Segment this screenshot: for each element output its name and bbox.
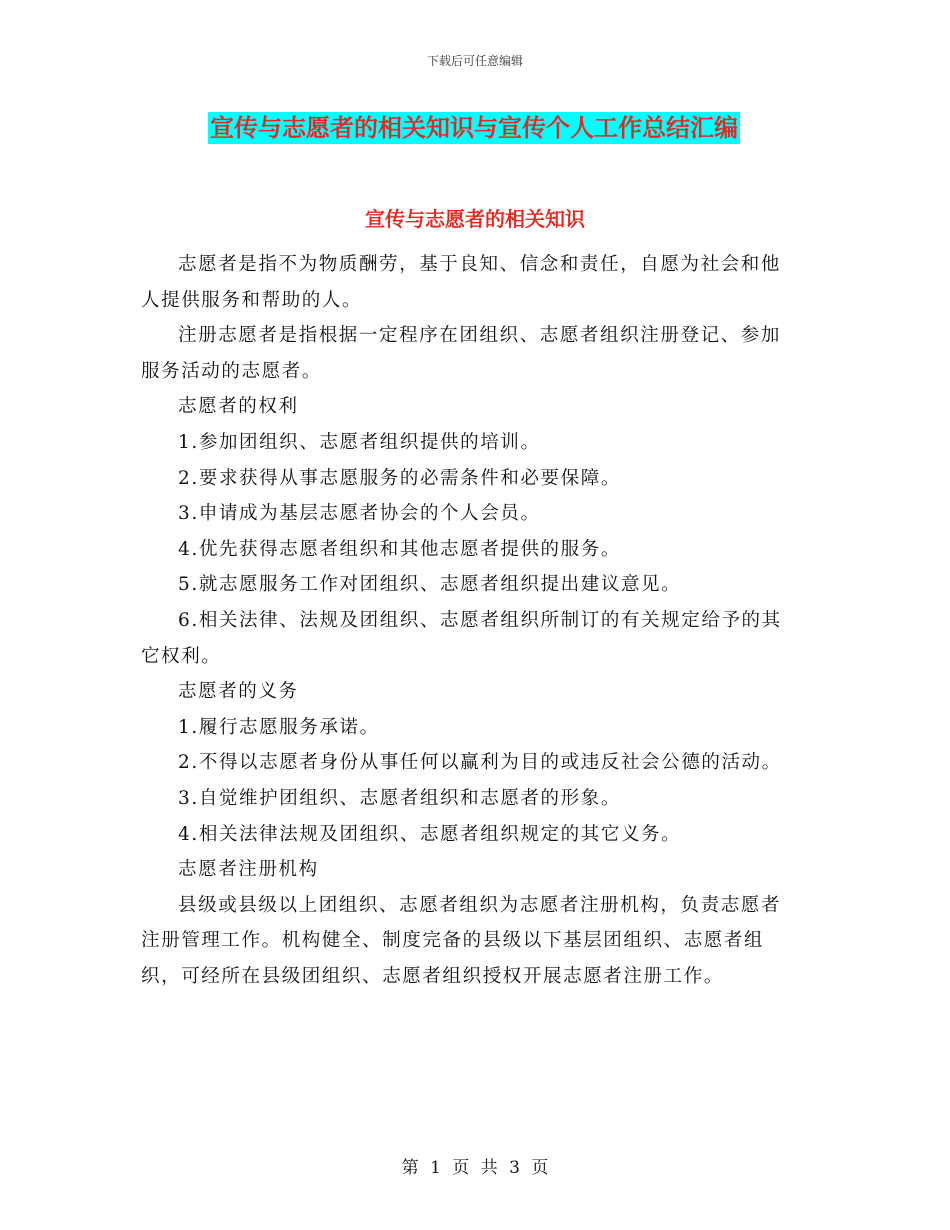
list-item: 1.参加团组织、志愿者组织提供的培训。 [178,431,541,453]
body-text [141,247,801,994]
paragraph: 志愿者的权利 [178,396,299,418]
list-item: 6.相关法律、法规及团组织、志愿者组织所制订的有关规定给予的其它权利。 [141,609,782,667]
list-item: 5.就志愿服务工作对团组织、志愿者组织提出建议意见。 [178,574,682,596]
header-note: 下载后可任意编辑 [426,54,523,68]
list-item: 4.相关法律法规及团组织、志愿者组织规定的其它义务。 [178,823,682,845]
list-item: 2.要求获得从事志愿服务的必需条件和必要保障。 [178,467,621,489]
paragraph: 志愿者注册机构 [178,859,319,881]
list-item: 1.履行志愿服务承诺。 [178,716,380,738]
paragraph: 县级或县级以上团组织、志愿者组织为志愿者注册机构，负责志愿者注册管理工作。机构健全、制度完备的县级以下基层团组织、志愿者组织，可经所在县级团组织、志愿者组织授权开展志愿者注册工作。 [141,894,782,987]
list-item: 3.申请成为基层志愿者协会的个人会员。 [178,503,541,525]
paragraph: 注册志愿者是指根据一定程序在团组织、志愿者组织注册登记、参加服务活动的志愿者。 [141,325,782,382]
paragraph: 志愿者的义务 [178,681,299,703]
paragraph: 志愿者是指不为物质酬劳，基于良知、信念和责任，自愿为社会和他人提供服务和帮助的人。 [141,254,782,311]
section-title: 宣传与志愿者的相关知识 [365,207,585,231]
document-title: 宣传与志愿者的相关知识与宣传个人工作总结汇编 [210,114,738,142]
list-item: 2.不得以志愿者身份从事任何以赢利为目的或违反社会公德的活动。 [178,752,782,774]
list-item: 3.自觉维护团组织、志愿者组织和志愿者的形象。 [178,787,621,809]
list-item: 4.优先获得志愿者组织和其他志愿者提供的服务。 [178,538,621,560]
page-footer: 第 1 页 共 3 页 [401,1158,549,1178]
